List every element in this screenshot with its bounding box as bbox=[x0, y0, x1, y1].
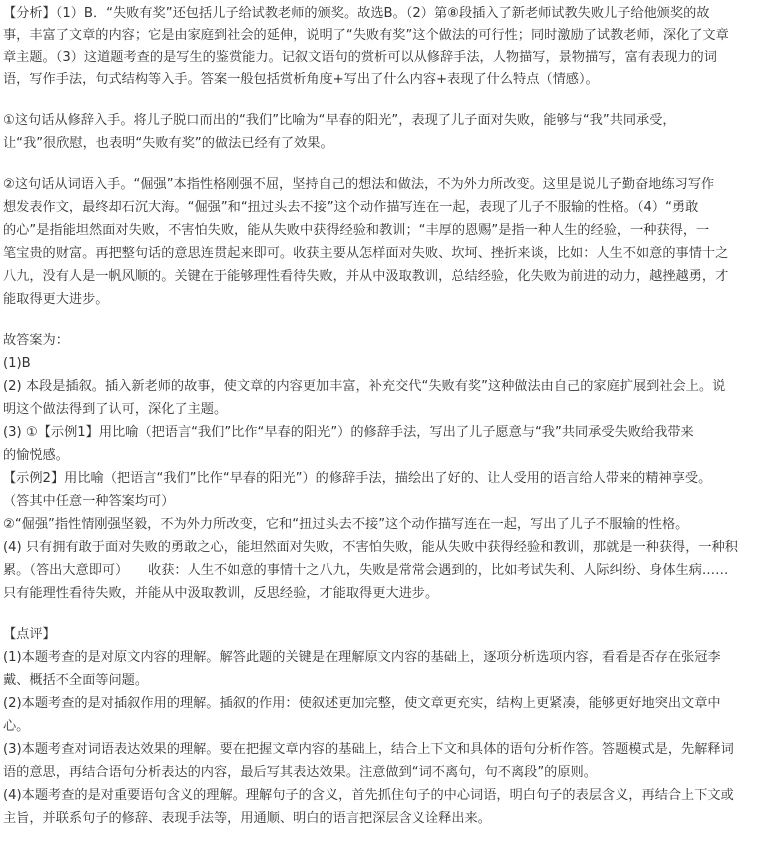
answer-line-4: (3) ①【示例1】用比喻（把语言“我们”比作“早春的阳光”）的修辞手法，写出了儿子愿意与“我”共同承受失败给我带来 bbox=[3, 425, 694, 440]
comment-line-7: (4)本题考查的是对重要语句含义的理解。理解句子的含义，首先抓住句子的中心词语，明白句子的表层含义，再结合上下文或 bbox=[3, 788, 734, 803]
analysis-line-11: 八九，没有人是一帆风顺的。关键在于能够理性看待失败，并从中汲取教训，总结经验，化失败为前进的动力，越挫越勇，才 bbox=[3, 269, 729, 284]
analysis-line-9: 的心”是指能坦然面对失败，不害怕失败，能从失败中获得经验和教训；“丰厚的恩赐”是指一种人生的经验，一种获得，一 bbox=[3, 223, 710, 238]
analysis-line-12: 能取得更大进步。 bbox=[3, 292, 109, 307]
answer-line-6: 【示例2】用比喻（把语言“我们”比作“早春的阳光”）的修辞手法，描绘出了好的、让人受用的语言给人带来的精神享受。 bbox=[3, 471, 712, 486]
comment-line-6: 语的意思，再结合语句分析表达的内容，最后写其表达效果。注意做到“词不离句，句不离段”的原则。 bbox=[3, 765, 597, 780]
comment-line-8: 主旨，并联系句子的修辞、表现手法等，用通顺、明白的语言把深层含义诠释出来。 bbox=[3, 811, 491, 826]
comment-line-3: (2)本题考查的是对插叙作用的理解。插叙的作用：使叙述更加完整，使文章更充实，结构上更紧凑，能够更好地突出文章中 bbox=[3, 696, 721, 711]
answer-line-2: (2) 本段是插叙。插入新老师的故事，使文章的内容更加丰富，补充交代“失败有奖”这种做法由自己的家庭扩展到社会上。说 bbox=[3, 379, 726, 394]
analysis-line-7: ②这句话从词语入手。“倔强”本指性格刚强不屈，坚持自己的想法和做法，不为外力所改变。这里是说儿子勤奋地练习写作 bbox=[3, 177, 715, 192]
answer-line-10: 累。（答出大意即可） 收获：人生不如意的事情十之八九，失败是常常会遇到的，比如考试失利、人际纠纷、身体生病…… bbox=[3, 563, 729, 578]
analysis-line-6: 让“我”很欣慰，也表明“失败有奖”的做法已经有了效果。 bbox=[3, 136, 334, 151]
analysis-line-10: 笔宝贵的财富。再把整句话的意思连贯起来即可。收获主要从怎样面对失败、坎坷、挫折来谈，比如：人生不如意的事情十之 bbox=[3, 246, 729, 261]
analysis-line-4: 语，写作手法，句式结构等入手。答案一般包括赏析角度+写出了什么内容+表现了什么特点（情感）。 bbox=[3, 72, 599, 87]
answer-line-8: ②“倔强”指性情刚强坚毅，不为外力所改变，它和“扭过头去不接”这个动作描写连在一起，写出了儿子不服输的性格。 bbox=[3, 517, 689, 532]
analysis-line-3: 章主题。（3）这道题考查的是写生的鉴赏能力。记叙文语句的赏析可以从修辞手法，人物描写，景物描写，富有表现力的词 bbox=[3, 50, 717, 65]
comment-line-2: 戴、概括不全面等问题。 bbox=[3, 673, 149, 688]
comment-line-1: (1)本题考查的是对原文内容的理解。解答此题的关键是在理解原文内容的基础上，逐项分析选项内容，看看是否存在张冠李 bbox=[3, 650, 721, 665]
answer-heading: 故答案为： bbox=[3, 333, 69, 348]
analysis-line-2: 事，丰富了文章的内容；它是由家庭到社会的延伸，说明了“失败有奖”这个做法的可行性；同时激励了试教老师，深化了文章 bbox=[3, 28, 729, 43]
answer-line-9: (4) 只有拥有敢于面对失败的勇敢之心，能坦然面对失败，不害怕失败，能从失败中获得经验和教训，那就是一种获得，一种积 bbox=[3, 540, 738, 555]
answer-line-7: （答其中任意一种答案均可） bbox=[3, 494, 175, 509]
answer-line-3: 明这个做法得到了认可，深化了主题。 bbox=[3, 402, 228, 417]
answer-line-11: 只有能理性看待失败，并能从中汲取教训，反思经验，才能取得更大进步。 bbox=[3, 586, 439, 601]
comment-line-5: (3)本题考查对词语表达效果的理解。要在把握文章内容的基础上，结合上下文和具体的语句分析作答。答题模式是，先解释词 bbox=[3, 742, 734, 757]
analysis-line-8: 想发表作文，最终却石沉大海。“倔强”和“扭过头去不接”这个动作描写连在一起，表现了儿子不服输的性格。（4）“勇敢 bbox=[3, 200, 699, 215]
answer-line-1: (1)B bbox=[3, 356, 31, 371]
comment-heading: 【点评】 bbox=[3, 627, 56, 642]
comment-line-4: 心。 bbox=[3, 719, 30, 734]
analysis-line-5: ①这句话从修辞入手。将儿子脱口而出的“我们”比喻为“早春的阳光”，表现了儿子面对失败，能够与“我”共同承受， bbox=[3, 113, 676, 128]
answer-line-5: 的愉悦感。 bbox=[3, 448, 69, 463]
analysis-line-1: 【分析】（1）B．“失败有奖”还包括儿子给试教老师的颁奖。故选B。（2）第⑧段插入了新老师试教失败儿子给他颁奖的故 bbox=[3, 6, 710, 21]
